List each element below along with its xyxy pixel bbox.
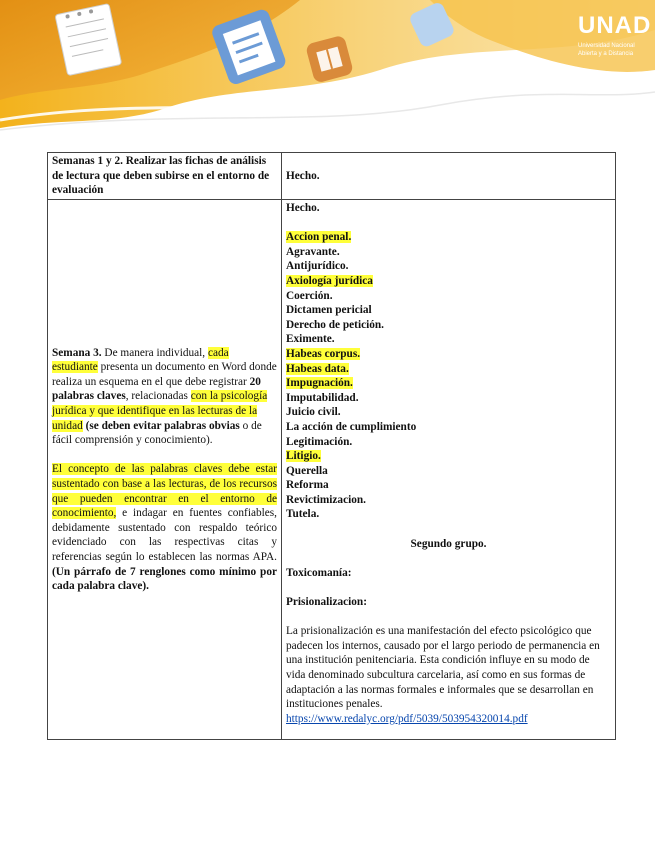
keyword-text: Habeas corpus. bbox=[286, 347, 361, 360]
keyword-text: Eximente. bbox=[286, 333, 335, 346]
banner-graphic bbox=[0, 0, 655, 135]
keyword-item bbox=[286, 347, 611, 362]
reference-link[interactable]: https://www.redalyc.org/pdf/5039/503954320014.pdf bbox=[286, 712, 528, 725]
keyword-text: Antijurídico. bbox=[286, 260, 349, 273]
keyword-item bbox=[286, 420, 611, 435]
keyword-text: Impugnación. bbox=[286, 377, 353, 390]
activity-table bbox=[47, 152, 616, 740]
keyword-item bbox=[286, 405, 611, 420]
keyword-item bbox=[286, 391, 611, 406]
keyword-text: Juicio civil. bbox=[286, 406, 341, 419]
row1-left-text: Semanas 1 y 2. Realizar las fichas de análisis de lectura que deben subirse en el entorno de evaluación bbox=[52, 155, 270, 197]
keyword-item bbox=[286, 478, 611, 493]
prisionalizacion-heading: Prisionalizacion: bbox=[286, 596, 367, 609]
keyword-item bbox=[286, 230, 611, 245]
keyword-text: Derecho de petición. bbox=[286, 318, 384, 331]
keyword-item bbox=[286, 449, 611, 464]
instructions-paragraph-2 bbox=[52, 462, 277, 593]
row2-left-cell bbox=[48, 200, 282, 740]
row1-left-cell bbox=[48, 153, 282, 200]
keyword-list bbox=[286, 230, 611, 522]
keyword-text: La acción de cumplimiento bbox=[286, 420, 417, 433]
keyword-item bbox=[286, 318, 611, 333]
keyword-item bbox=[286, 362, 611, 377]
keyword-text: Tutela. bbox=[286, 508, 320, 521]
keyword-text: Coerción. bbox=[286, 289, 333, 302]
logo-text: UNAD bbox=[578, 12, 652, 39]
highlighted-text: cada estudiante bbox=[52, 346, 229, 374]
keyword-item bbox=[286, 464, 611, 479]
keyword-item bbox=[286, 435, 611, 450]
keyword-item bbox=[286, 289, 611, 304]
instructions-paragraph-1 bbox=[52, 346, 277, 448]
unad-logo bbox=[572, 8, 652, 63]
keywords-count: 20 palabras claves bbox=[52, 375, 261, 403]
logo-subtitle-2: Abierta y a Distancia bbox=[578, 51, 634, 57]
keyword-text: Litigio. bbox=[286, 450, 321, 463]
keyword-text: Accion penal. bbox=[286, 231, 352, 244]
text-span: De manera individual, bbox=[101, 346, 208, 359]
keyword-item bbox=[286, 376, 611, 391]
row2-right-cell bbox=[282, 200, 616, 740]
keyword-item bbox=[286, 303, 611, 318]
second-group-heading: Segundo grupo. bbox=[410, 537, 487, 550]
text-span: e indagar en fuentes confiables, debidamente sustentado con respaldo teórico evidenciado con las respectivas citas y referencias según lo establecen las normas APA. bbox=[52, 507, 277, 563]
text-span: , relacionadas bbox=[125, 390, 191, 403]
keyword-item bbox=[286, 274, 611, 289]
keyword-text: Dictamen pericial bbox=[286, 304, 372, 317]
bold-text: (Un párrafo de 7 renglones como mínimo por cada palabra clave). bbox=[52, 565, 277, 593]
keyword-text: Legitimación. bbox=[286, 435, 353, 448]
week3-label: Semana 3. bbox=[52, 346, 102, 359]
table-row bbox=[48, 200, 616, 740]
bold-text: (se deben evitar palabras obvias bbox=[82, 419, 240, 432]
toxicomania-heading: Toxicomanía: bbox=[286, 566, 352, 579]
text-span: presenta un documento en Word donde realiza un esquema en el que debe registrar bbox=[52, 361, 277, 388]
keyword-item bbox=[286, 332, 611, 347]
table-row bbox=[48, 153, 616, 200]
row1-right-cell bbox=[282, 153, 616, 200]
prisionalizacion-paragraph: La prisionalización es una manifestación del efecto psicológico que padecen los internos, causado por el largo periodo de permanencia en una institución penitenciaria. Esta condición influye en su modo de vida denominado subcultura carcelaria, así como en sus formas de adaptación a las normas formales e informales que se desarrollan en instituciones penales. bbox=[286, 625, 600, 711]
highlighted-text: El concepto de las palabras claves debe estar sustentado con base a las lecturas, de los recursos que pueden encontrar en el entorno de conocimiento, bbox=[52, 463, 277, 520]
keyword-item bbox=[286, 507, 611, 522]
keyword-text: Revictimizacion. bbox=[286, 493, 366, 506]
keyword-item bbox=[286, 245, 611, 260]
keyword-text: Axiología jurídica bbox=[286, 274, 373, 287]
header-banner bbox=[0, 0, 655, 135]
keyword-text: Reforma bbox=[286, 479, 329, 492]
keyword-text: Querella bbox=[286, 464, 328, 477]
logo-subtitle-1: Universidad Nacional bbox=[578, 43, 635, 49]
done-label: Hecho. bbox=[286, 202, 320, 214]
text-span: o de fácil comprensión y conocimiento). bbox=[52, 419, 262, 447]
keyword-text: Habeas data. bbox=[286, 362, 349, 375]
keyword-text: Imputabilidad. bbox=[286, 391, 359, 404]
keyword-item bbox=[286, 493, 611, 508]
keyword-item bbox=[286, 259, 611, 274]
keyword-text: Agravante. bbox=[286, 245, 340, 258]
row1-right-text: Hecho. bbox=[286, 169, 320, 182]
highlighted-text: con la psicología jurídica y que identifique en las lecturas de la unidad bbox=[52, 390, 268, 432]
